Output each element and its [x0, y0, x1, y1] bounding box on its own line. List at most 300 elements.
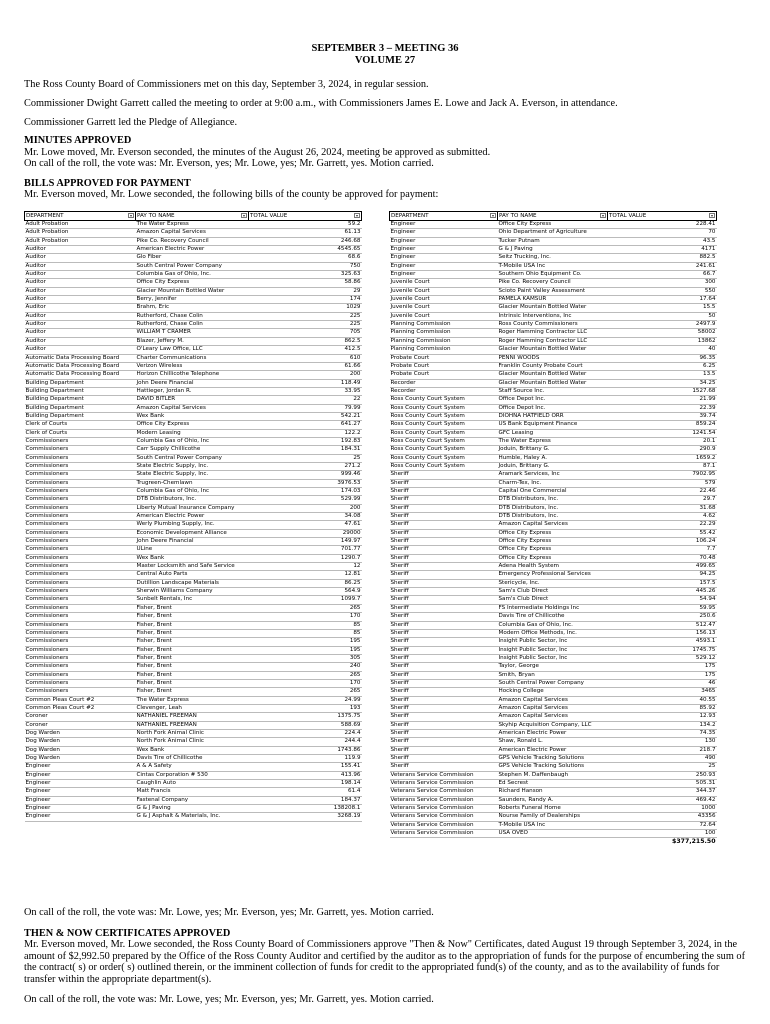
pay-to-name-cell: Emergency Professional Services	[498, 571, 608, 579]
department-cell: Auditor	[25, 279, 136, 287]
pay-to-name-cell: Amazon Capital Services	[498, 713, 608, 721]
total-value-cell: 490	[608, 755, 717, 763]
pay-to-name-cell: WILLIAM T CRAMER	[136, 329, 249, 337]
pay-to-name-cell: Hattieger, Jordan R.	[136, 387, 249, 395]
table-row	[25, 805, 362, 813]
pay-to-name-cell: PAMELA KAMSUR	[498, 296, 608, 304]
pay-to-name-cell: G & J Paving	[498, 246, 608, 254]
total-value-cell: 13862	[608, 337, 717, 345]
table-row	[390, 404, 717, 412]
total-value-cell: 564.9	[249, 588, 362, 596]
pay-to-name-cell: USA OVEO	[498, 830, 608, 838]
total-value-cell: 200	[249, 371, 362, 379]
department-cell: Sheriff	[390, 554, 498, 562]
department-cell: Veterans Service Commission	[390, 771, 498, 779]
department-cell: Sheriff	[390, 488, 498, 496]
department-cell: Dog Warden	[25, 755, 136, 763]
table-row	[390, 496, 717, 504]
department-cell: Sheriff	[390, 654, 498, 662]
certificates-section-title: THEN & NOW CERTIFICATES APPROVED	[24, 928, 231, 939]
department-cell: Ross County Court System	[390, 454, 498, 462]
table-row	[25, 254, 362, 262]
pay-to-name-cell: Trugreen-Chemlawn	[136, 479, 249, 487]
total-value-cell: 265	[249, 671, 362, 679]
department-cell: Commissioners	[25, 471, 136, 479]
table-row	[390, 287, 717, 295]
pay-to-name-cell: Fisher, Brent	[136, 613, 249, 621]
department-cell: Commissioners	[25, 629, 136, 637]
total-value-cell: 1241.54	[608, 429, 717, 437]
department-cell: Commissioners	[25, 638, 136, 646]
pay-to-name-cell: Columbia Gas of Ohio, Inc	[136, 488, 249, 496]
pay-to-name-cell: O'Leary Law Office, LLC	[136, 346, 249, 354]
department-cell: Commissioners	[25, 571, 136, 579]
pay-to-name-cell: The Water Express	[498, 437, 608, 445]
total-value-cell: 1000	[608, 805, 717, 813]
pay-to-name-cell: Fisher, Brent	[136, 646, 249, 654]
department-cell: Ross County Court System	[390, 396, 498, 404]
table-row	[25, 621, 362, 629]
pay-to-name-cell: Franklin County Probate Court	[498, 362, 608, 370]
table-row	[390, 446, 717, 454]
department-cell: Common Pleas Court #2	[25, 696, 136, 704]
table-row	[390, 421, 717, 429]
total-value-cell: 265	[249, 604, 362, 612]
total-value-cell: 25	[608, 763, 717, 771]
pay-to-name-cell: Columbia Gas of Ohio, Inc.	[498, 621, 608, 629]
table-row	[390, 312, 717, 320]
table-row	[25, 755, 362, 763]
pay-to-name-cell: Roger Hamming Contractor LLC	[498, 337, 608, 345]
department-cell: Sheriff	[390, 513, 498, 521]
bills-section-title: BILLS APPROVED FOR PAYMENT	[24, 178, 191, 189]
table-row	[25, 262, 362, 270]
table-row	[25, 379, 362, 387]
total-value-cell: 61.13	[249, 229, 362, 237]
column-header-department[interactable]: DEPARTMENT ▾	[25, 212, 136, 221]
table-row	[25, 613, 362, 621]
table-row	[25, 488, 362, 496]
total-value-cell: 86.25	[249, 579, 362, 587]
table-row	[25, 771, 362, 779]
department-cell: Sheriff	[390, 738, 498, 746]
department-cell: Commissioners	[25, 654, 136, 662]
department-cell: Commissioners	[25, 663, 136, 671]
department-cell: Juvenile Court	[390, 287, 498, 295]
total-value-cell: 240	[249, 663, 362, 671]
pay-to-name-cell: Amazon Capital Services	[136, 229, 249, 237]
column-header-total-value[interactable]: TOTAL VALUE ▾	[608, 212, 717, 221]
department-cell: Recorder	[390, 387, 498, 395]
table-row	[390, 262, 717, 270]
department-cell: Commissioners	[25, 513, 136, 521]
total-value-cell: 100	[608, 830, 717, 838]
table-row	[390, 412, 717, 420]
total-value-cell: 225	[249, 321, 362, 329]
total-value-cell: 4171	[608, 246, 717, 254]
table-row	[390, 538, 717, 546]
table-row	[25, 437, 362, 445]
table-row	[390, 604, 717, 612]
total-value-cell: 1290.7	[249, 554, 362, 562]
total-value-cell: 174.03	[249, 488, 362, 496]
total-value-cell: 170	[249, 613, 362, 621]
department-cell: Building Department	[25, 379, 136, 387]
table-row	[25, 746, 362, 754]
bills-vote: On call of the roll, the vote was: Mr. Lowe, yes; Mr. Everson, yes; Mr. Garrett, yes. Motion carried.	[24, 907, 434, 918]
pay-to-name-cell: Adena Health System	[498, 563, 608, 571]
minutes-section-title: MINUTES APPROVED	[24, 135, 132, 146]
pay-to-name-cell: Aramark Services, Inc	[498, 471, 608, 479]
pay-to-name-cell: Office Depot Inc.	[498, 396, 608, 404]
table-row	[25, 404, 362, 412]
department-cell: Recorder	[390, 379, 498, 387]
table-row	[25, 471, 362, 479]
total-value-cell: 43356	[608, 813, 717, 821]
department-cell: Auditor	[25, 254, 136, 262]
department-cell: Juvenile Court	[390, 296, 498, 304]
table-row	[390, 371, 717, 379]
pay-to-name-cell: South Central Power Company	[498, 679, 608, 687]
table-row	[390, 254, 717, 262]
total-value-cell: 43.5	[608, 237, 717, 245]
pay-to-name-cell: GPS Vehicle Tracking Solutions	[498, 763, 608, 771]
intro-paragraph-2: Commissioner Dwight Garrett called the meeting to order at 9:00 a.m., with Commissioners James E. Lowe and Jack A. Everson, in attendance.	[24, 98, 618, 109]
pay-to-name-cell: Sam's Club Direct	[498, 588, 608, 596]
pay-to-name-cell: Ross County Commissioners	[498, 321, 608, 329]
department-cell: Engineer	[25, 788, 136, 796]
pay-to-name-cell: PENNI WOODS	[498, 354, 608, 362]
pay-to-name-cell: Matt Francis	[136, 788, 249, 796]
table-row	[390, 629, 717, 637]
pay-to-name-cell: Amazon Capital Services	[498, 521, 608, 529]
department-cell: Commissioners	[25, 679, 136, 687]
pay-to-name-cell: Tucker Putnam	[498, 237, 608, 245]
table-row	[25, 304, 362, 312]
department-cell: Sheriff	[390, 538, 498, 546]
department-cell: Building Department	[25, 387, 136, 395]
table-row	[25, 588, 362, 596]
pay-to-name-cell: Liberty Mutual Insurance Company	[136, 504, 249, 512]
column-header-total-value[interactable]: TOTAL VALUE ▾	[249, 212, 362, 221]
pay-to-name-cell: Roberts Funeral Home	[498, 805, 608, 813]
total-value-cell: 701.77	[249, 546, 362, 554]
table-row	[390, 362, 717, 370]
total-value-cell: 58002	[608, 329, 717, 337]
department-cell: Sheriff	[390, 496, 498, 504]
pay-to-name-cell: Smith, Bryan	[498, 671, 608, 679]
department-cell: Commissioners	[25, 446, 136, 454]
total-value-cell: 505.31	[608, 780, 717, 788]
total-value-cell: 66.7	[608, 271, 717, 279]
department-cell: Ross County Court System	[390, 421, 498, 429]
table-row	[25, 638, 362, 646]
pay-to-name-cell: Modern Leasing	[136, 429, 249, 437]
total-value-cell: 1745.75	[608, 646, 717, 654]
table-row	[25, 546, 362, 554]
table-row	[390, 588, 717, 596]
total-value-cell: 122.2	[249, 429, 362, 437]
department-cell: Commissioners	[25, 604, 136, 612]
pay-to-name-cell: American Electric Power	[498, 729, 608, 737]
pay-to-name-cell: Fisher, Brent	[136, 604, 249, 612]
pay-to-name-cell: American Electric Power	[136, 246, 249, 254]
pay-to-name-cell: Modern Office Methods, Inc.	[498, 629, 608, 637]
total-value-cell: 300	[608, 279, 717, 287]
total-value-cell: 106.24	[608, 538, 717, 546]
department-cell: Adult Probation	[25, 237, 136, 245]
table-row	[390, 771, 717, 779]
total-value-cell: 21.99	[608, 396, 717, 404]
column-header-pay-to-name[interactable]: PAY TO NAME ▾	[498, 212, 608, 221]
table-row	[25, 396, 362, 404]
table-row	[390, 329, 717, 337]
department-cell: Ross County Court System	[390, 446, 498, 454]
table-row	[390, 813, 717, 821]
total-value-cell: 305	[249, 654, 362, 662]
pay-to-name-cell: Wex Bank	[136, 554, 249, 562]
table-row	[390, 704, 717, 712]
table-row	[390, 755, 717, 763]
total-value-cell: 70	[608, 229, 717, 237]
pay-to-name-cell: Intrinsic Interventions, Inc	[498, 312, 608, 320]
grand-total-value: $377,215.50	[672, 838, 716, 846]
total-value-cell: 31.68	[608, 504, 717, 512]
table-row	[390, 613, 717, 621]
table-header-row	[25, 212, 362, 221]
department-cell: Sheriff	[390, 704, 498, 712]
total-value-cell: 33.95	[249, 387, 362, 395]
department-cell: Building Department	[25, 404, 136, 412]
department-cell: Auditor	[25, 296, 136, 304]
pay-to-name-cell: North Fork Animal Clinic	[136, 729, 249, 737]
total-value-cell: 54.94	[608, 596, 717, 604]
column-header-department[interactable]: DEPARTMENT ▾	[390, 212, 498, 221]
table-row	[390, 663, 717, 671]
department-cell: Commissioners	[25, 688, 136, 696]
department-cell: Commissioners	[25, 588, 136, 596]
total-value-cell: 15.5	[608, 304, 717, 312]
pay-to-name-cell: Cintas Corporation # 530	[136, 771, 249, 779]
department-cell: Veterans Service Commission	[390, 796, 498, 804]
total-value-cell: 882.5	[608, 254, 717, 262]
table-row	[25, 329, 362, 337]
pay-to-name-cell: Columbia Gas of Ohio, Inc.	[136, 271, 249, 279]
department-cell: Auditor	[25, 329, 136, 337]
department-cell: Ross County Court System	[390, 462, 498, 470]
pay-to-name-cell: Ohio Department of Agriculture	[498, 229, 608, 237]
table-row	[390, 379, 717, 387]
total-value-cell: 244.4	[249, 738, 362, 746]
total-value-cell: 325.63	[249, 271, 362, 279]
pay-to-name-cell: Shaw, Ronald L.	[498, 738, 608, 746]
pay-to-name-cell: Joduin, Brittany G.	[498, 462, 608, 470]
department-cell: Ross County Court System	[390, 412, 498, 420]
department-cell: Sheriff	[390, 563, 498, 571]
department-cell: Sheriff	[390, 504, 498, 512]
table-row	[390, 830, 717, 838]
department-cell: Commissioners	[25, 437, 136, 445]
total-value-cell: 138208.1	[249, 805, 362, 813]
table-row	[390, 246, 717, 254]
department-cell: Juvenile Court	[390, 279, 498, 287]
filter-dropdown-icon: ▾	[355, 213, 358, 218]
department-cell: Engineer	[25, 805, 136, 813]
department-cell: Dog Warden	[25, 729, 136, 737]
table-row	[25, 646, 362, 654]
total-value-cell: 859.24	[608, 421, 717, 429]
table-row	[390, 237, 717, 245]
pay-to-name-cell: Carr Supply Chillicothe	[136, 446, 249, 454]
total-value-cell: 1659.2	[608, 454, 717, 462]
table-row	[25, 279, 362, 287]
pay-to-name-cell: Caughlin Auto	[136, 780, 249, 788]
table-row	[25, 596, 362, 604]
pay-to-name-cell: A & A Safety	[136, 763, 249, 771]
department-cell: Veterans Service Commission	[390, 805, 498, 813]
pay-to-name-cell: Office City Express	[498, 546, 608, 554]
total-value-cell: 225	[249, 312, 362, 320]
department-cell: Adult Probation	[25, 221, 136, 229]
table-row	[25, 788, 362, 796]
column-header-pay-to-name[interactable]: PAY TO NAME ▾	[136, 212, 249, 221]
bills-table-left	[24, 211, 362, 822]
table-row	[390, 396, 717, 404]
department-cell: Veterans Service Commission	[390, 821, 498, 829]
department-cell: Sheriff	[390, 546, 498, 554]
table-row	[390, 513, 717, 521]
pay-to-name-cell: Southern Ohio Equipment Co.	[498, 271, 608, 279]
department-cell: Clerk of Courts	[25, 421, 136, 429]
pay-to-name-cell: Office City Express	[498, 538, 608, 546]
pay-to-name-cell: Fisher, Brent	[136, 679, 249, 687]
total-value-cell: 550	[608, 287, 717, 295]
table-row	[25, 729, 362, 737]
department-cell: Sheriff	[390, 529, 498, 537]
department-cell: Sheriff	[390, 671, 498, 679]
pay-to-name-cell: Charm-Tex, Inc.	[498, 479, 608, 487]
table-row	[25, 688, 362, 696]
pay-to-name-cell: Amazon Capital Services	[498, 696, 608, 704]
pay-to-name-cell: John Deere Financial	[136, 538, 249, 546]
pay-to-name-cell: Insight Public Sector, Inc	[498, 646, 608, 654]
department-cell: Sheriff	[390, 579, 498, 587]
total-value-cell: 85.92	[608, 704, 717, 712]
department-cell: Commissioners	[25, 488, 136, 496]
pay-to-name-cell: Master Locksmith and Safe Service	[136, 563, 249, 571]
table-row	[25, 454, 362, 462]
table-row	[390, 221, 717, 229]
total-value-cell: 3268.19	[249, 813, 362, 821]
pay-to-name-cell: FS Intermediate Holdings Inc	[498, 604, 608, 612]
pay-to-name-cell: Davis Tire of Chillicothe	[136, 755, 249, 763]
table-row	[25, 287, 362, 295]
department-cell: Automatic Data Processing Board	[25, 371, 136, 379]
department-cell: Sheriff	[390, 696, 498, 704]
department-cell: Planning Commission	[390, 337, 498, 345]
total-value-cell: 34.08	[249, 513, 362, 521]
department-cell: Commissioners	[25, 504, 136, 512]
minutes-vote: On call of the roll, the vote was: Mr. Everson, yes; Mr. Lowe, yes; Mr. Garrett, yes. Motion carried.	[24, 158, 434, 169]
total-value-cell: 59.2	[249, 221, 362, 229]
department-cell: Sheriff	[390, 713, 498, 721]
total-value-cell: 579	[608, 479, 717, 487]
table-row	[390, 546, 717, 554]
pay-to-name-cell: North Fork Animal Clinic	[136, 738, 249, 746]
department-cell: Sheriff	[390, 663, 498, 671]
table-row	[25, 713, 362, 721]
pay-to-name-cell: The Water Express	[136, 221, 249, 229]
table-row	[25, 354, 362, 362]
bills-motion: Mr. Everson moved, Mr. Lowe seconded, the following bills of the county be approved for payment:	[24, 189, 439, 200]
department-cell: Sheriff	[390, 629, 498, 637]
volume-heading: VOLUME 27	[354, 55, 416, 66]
department-cell: Sheriff	[390, 763, 498, 771]
pay-to-name-cell: Office City Express	[136, 279, 249, 287]
total-value-cell: 96.35	[608, 354, 717, 362]
department-cell: Ross County Court System	[390, 437, 498, 445]
total-value-cell: 862.5	[249, 337, 362, 345]
table-row	[25, 696, 362, 704]
total-value-cell: 94.25	[608, 571, 717, 579]
table-row	[390, 488, 717, 496]
total-value-cell: 170	[249, 679, 362, 687]
pay-to-name-cell: Stericycle, Inc.	[498, 579, 608, 587]
department-cell: Sheriff	[390, 596, 498, 604]
department-cell: Sheriff	[390, 571, 498, 579]
pay-to-name-cell: DAVID BITLER	[136, 396, 249, 404]
total-value-cell: 72.64	[608, 821, 717, 829]
department-cell: Commissioners	[25, 479, 136, 487]
total-value-cell: 55.42	[608, 529, 717, 537]
table-row	[390, 304, 717, 312]
pay-to-name-cell: Fisher, Brent	[136, 629, 249, 637]
table-row	[390, 429, 717, 437]
total-value-cell: 40.55	[608, 696, 717, 704]
table-row	[390, 654, 717, 662]
table-row	[25, 337, 362, 345]
table-row	[25, 654, 362, 662]
table-row	[390, 454, 717, 462]
total-value-cell: 271.2	[249, 462, 362, 470]
table-row	[390, 354, 717, 362]
pay-to-name-cell: State Electric Supply, Inc.	[136, 471, 249, 479]
table-row	[25, 554, 362, 562]
pay-to-name-cell: Davis Tire of Chillicothe	[498, 613, 608, 621]
table-row	[390, 387, 717, 395]
table-row	[25, 296, 362, 304]
department-cell: Juvenile Court	[390, 312, 498, 320]
total-value-cell: 22.46	[608, 488, 717, 496]
department-cell: Commissioners	[25, 521, 136, 529]
department-cell: Veterans Service Commission	[390, 780, 498, 788]
meeting-heading: SEPTEMBER 3 – MEETING 36	[311, 43, 459, 54]
department-cell: Sheriff	[390, 721, 498, 729]
total-value-cell: 588.69	[249, 721, 362, 729]
table-row	[25, 721, 362, 729]
department-cell: Automatic Data Processing Board	[25, 362, 136, 370]
department-cell: Dog Warden	[25, 746, 136, 754]
total-value-cell: 290.9	[608, 446, 717, 454]
total-value-cell: 7.7	[608, 546, 717, 554]
total-value-cell: 413.96	[249, 771, 362, 779]
total-value-cell: 4593.1	[608, 638, 717, 646]
department-cell: Commissioners	[25, 462, 136, 470]
total-value-cell: 512.47	[608, 621, 717, 629]
department-cell: Dog Warden	[25, 738, 136, 746]
total-value-cell: 1743.86	[249, 746, 362, 754]
pay-to-name-cell: Blazer, Jeffery M.	[136, 337, 249, 345]
